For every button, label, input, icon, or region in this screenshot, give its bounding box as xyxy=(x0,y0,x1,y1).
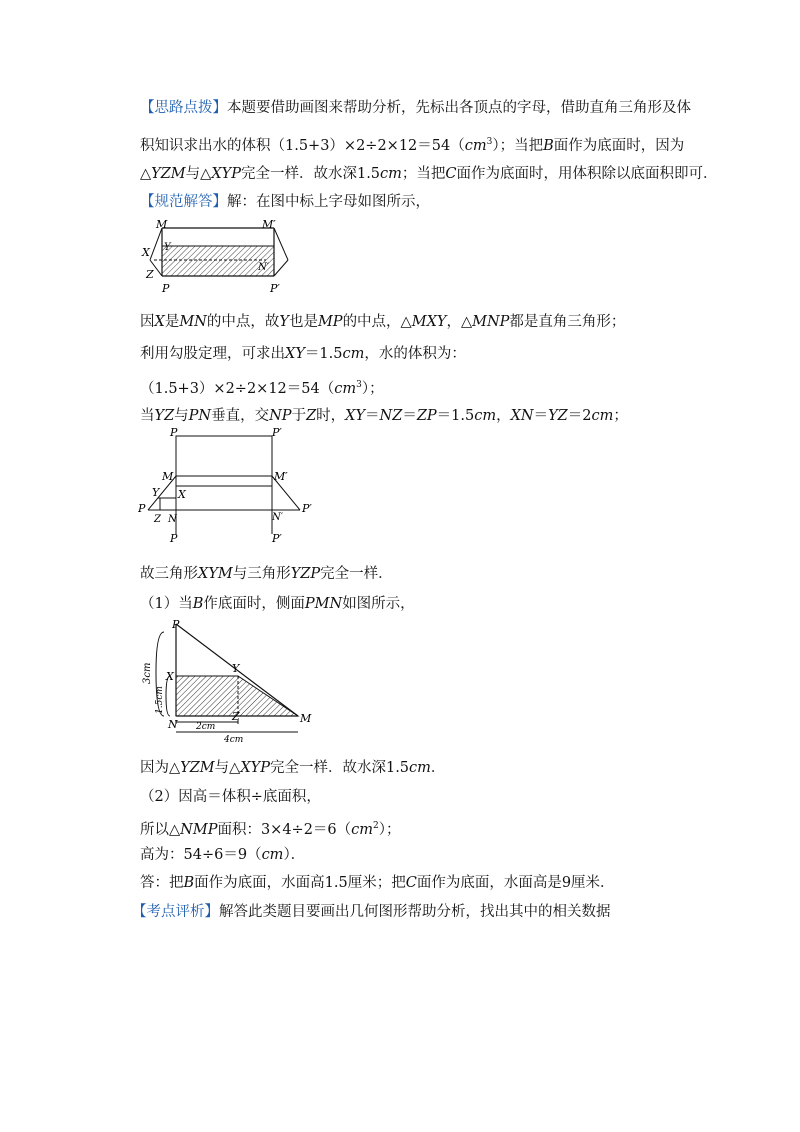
solution-line-5 xyxy=(140,564,393,584)
text: 利用勾股定理，可求出 xyxy=(140,346,285,362)
face-c: C xyxy=(445,166,457,182)
seg-xy: XY xyxy=(345,408,366,424)
solution-line-7 xyxy=(140,758,445,778)
label-p-bottom: P xyxy=(170,532,178,544)
analysis-text-3b: 与△ xyxy=(185,166,212,182)
text: （1.5+3）×2÷2×12＝54（ xyxy=(140,380,335,397)
unit-cm: cm xyxy=(342,346,365,362)
text: ）； xyxy=(361,380,384,397)
solution-line-2 xyxy=(140,344,466,364)
text: ＝ xyxy=(533,408,549,424)
solution-intro: 解：在图中标上字母如图所示， xyxy=(227,194,430,210)
text: 故三角形 xyxy=(140,566,198,582)
solution-line-11 xyxy=(140,873,615,893)
text: ； xyxy=(613,408,628,424)
label-m: M xyxy=(162,470,174,483)
seg-mn: MN xyxy=(179,314,207,330)
label-p-left: P xyxy=(138,502,146,515)
text: 答：把 xyxy=(140,875,184,891)
dim-nz: 2cm xyxy=(196,722,216,732)
label-x: X xyxy=(178,488,186,501)
seg-yz: YZ xyxy=(154,408,175,424)
solution-tag: 【规范解答】 xyxy=(140,194,227,210)
text: 因为△ xyxy=(140,760,181,776)
tri-yzm: YZM xyxy=(151,166,186,182)
face-b: B xyxy=(192,596,204,612)
var-z: Z xyxy=(306,408,317,424)
label-m: M xyxy=(300,712,312,725)
dim-nm: 4cm xyxy=(224,735,244,745)
seg-zp: ZP xyxy=(416,408,437,424)
dim-height: 3cm xyxy=(142,662,153,684)
tri-mxy: MXY xyxy=(411,314,447,330)
text: ＝ xyxy=(402,408,417,424)
text: 的中点，故 xyxy=(206,314,280,330)
text: 与△ xyxy=(214,760,241,776)
text: 于 xyxy=(291,408,307,424)
solution-line-10 xyxy=(140,845,305,865)
figure-net xyxy=(138,424,328,544)
text: ）； xyxy=(378,821,401,838)
text: 所以△ xyxy=(140,821,181,838)
text: ，水的体积为： xyxy=(364,346,466,362)
text: 时， xyxy=(316,408,346,424)
label-y: Y xyxy=(232,662,240,675)
var-y: Y xyxy=(279,314,289,330)
analysis-tag: 【思路点拨】 xyxy=(140,100,227,116)
label-p-top: P xyxy=(170,426,178,439)
solution-line-intro xyxy=(140,192,430,212)
unit-cm: cm xyxy=(591,408,614,424)
tri-xym: XYM xyxy=(198,566,233,582)
unit-cm: cm xyxy=(261,847,284,863)
face-b: B xyxy=(543,137,554,154)
tri-mnp: MNP xyxy=(472,314,510,330)
label-p-prime: P′ xyxy=(270,282,280,295)
label-x: X xyxy=(166,670,174,683)
triangle-symbol: △ xyxy=(140,166,152,182)
analysis-text-2c: 面作为底面时，因为 xyxy=(553,137,685,154)
solution-line-8 xyxy=(140,787,321,807)
label-p-prime-bottom: P′ xyxy=(272,532,282,544)
seg-pn: PN xyxy=(188,408,212,424)
analysis-line-1 xyxy=(140,98,691,118)
comment-text: 解答此类题目要画出几何图形帮助分析，找出其中的相关数据 xyxy=(219,904,611,920)
analysis-line-3 xyxy=(140,164,718,184)
solution-line-9 xyxy=(140,816,401,840)
text: （2）因高＝体积÷底面积， xyxy=(140,789,321,805)
label-p: P xyxy=(162,282,170,295)
figure-side-face xyxy=(136,616,326,746)
unit-cm: cm xyxy=(351,821,374,838)
unit-sup: 3 xyxy=(486,137,493,147)
text: 完全一样．故水深1.5 xyxy=(269,760,410,776)
figure-prism xyxy=(140,216,300,296)
text: ＝1.5 xyxy=(436,408,475,424)
seg-xy: XY xyxy=(285,346,305,362)
label-n-prime: N′ xyxy=(272,512,284,523)
face-b: B xyxy=(183,875,195,891)
label-p-right: P′ xyxy=(302,502,312,515)
label-y: Y xyxy=(152,486,160,499)
text: ＝1.5 xyxy=(304,346,343,362)
text: ＝2 xyxy=(567,408,592,424)
seg-yz: YZ xyxy=(548,408,568,424)
analysis-line-2 xyxy=(140,132,684,156)
text: 都是直角三角形； xyxy=(509,314,626,330)
label-m-prime: M′ xyxy=(274,470,288,483)
label-x: X xyxy=(142,246,150,259)
text: 当 xyxy=(140,408,155,424)
var-x: X xyxy=(154,314,165,330)
unit-cm: cm xyxy=(464,137,487,154)
text: ＝ xyxy=(365,408,380,424)
analysis-text-2a: 积知识求出水的体积（1.5+3）×2÷2×12＝54（ xyxy=(140,137,465,154)
text: 面作为底面，水面高1.5厘米；把 xyxy=(194,875,406,891)
tri-xyp: XYP xyxy=(240,760,270,776)
text: 高为：54÷6＝9（ xyxy=(140,847,262,863)
solution-line-4 xyxy=(140,406,628,426)
unit-cm: cm xyxy=(380,166,402,182)
text: 的中点，△ xyxy=(342,314,412,330)
seg-xn: XN xyxy=(510,408,534,424)
label-p-prime-top: P′ xyxy=(272,426,282,439)
comment-tag: 【考点评析】 xyxy=(132,904,219,920)
label-p: P xyxy=(172,618,180,631)
analysis-text-2b: ）；当把 xyxy=(492,137,544,154)
text: 是 xyxy=(164,314,180,330)
label-m: M xyxy=(156,218,168,231)
text: 垂直，交 xyxy=(211,408,270,424)
text: ． xyxy=(430,760,446,776)
dim-water: 1.5cm xyxy=(155,686,165,714)
text: ， xyxy=(496,408,511,424)
label-y: Y xyxy=(164,242,171,253)
unit-sup: 3 xyxy=(356,380,362,390)
text: 因 xyxy=(140,314,155,330)
text: ，△ xyxy=(446,314,473,330)
text: 与三角形 xyxy=(232,566,291,582)
text: 如图所示， xyxy=(342,596,415,612)
tri-nmp: NMP xyxy=(180,821,218,838)
unit-cm: cm xyxy=(409,760,431,776)
analysis-text-3d: ；当把 xyxy=(401,166,446,182)
label-n: N xyxy=(168,718,178,731)
analysis-text-3c: 完全一样．故水深1.5 xyxy=(240,166,381,182)
face-pmn: PMN xyxy=(304,596,343,612)
tri-xyp: XYP xyxy=(211,166,241,182)
text: （1）当 xyxy=(140,596,193,612)
label-z: Z xyxy=(154,514,161,525)
seg-nz: NZ xyxy=(379,408,403,424)
solution-line-3 xyxy=(140,375,384,399)
seg-np: NP xyxy=(269,408,292,424)
solution-line-1 xyxy=(140,312,625,332)
text: 作底面时，侧面 xyxy=(203,596,305,612)
unit-cm: cm xyxy=(334,380,357,397)
tri-yzp: YZP xyxy=(290,566,321,582)
text: ）． xyxy=(283,847,306,863)
face-c: C xyxy=(405,875,417,891)
text: 面积：3×4÷2＝6（ xyxy=(217,821,352,838)
unit-cm: cm xyxy=(474,408,497,424)
analysis-text-3e: 面作为底面时，用体积除以底面积即可． xyxy=(456,166,718,182)
label-z: Z xyxy=(146,268,154,281)
label-m-prime: M′ xyxy=(262,218,276,231)
unit-sup: 2 xyxy=(373,821,379,831)
solution-line-6 xyxy=(140,594,415,614)
text: 与 xyxy=(174,408,189,424)
label-n: N xyxy=(168,514,177,525)
tri-yzm: YZM xyxy=(180,760,215,776)
comment-line xyxy=(132,902,611,922)
analysis-text-1: 本题要借助画图来帮助分析，先标出各顶点的字母，借助直角三角形及体 xyxy=(227,100,691,116)
label-z: Z xyxy=(232,710,240,723)
text: 完全一样． xyxy=(320,566,393,582)
label-n-prime: N′ xyxy=(258,262,270,273)
text: 也是 xyxy=(288,314,318,330)
text: 面作为底面，水面高是9厘米． xyxy=(416,875,615,891)
seg-mp: MP xyxy=(317,314,343,330)
